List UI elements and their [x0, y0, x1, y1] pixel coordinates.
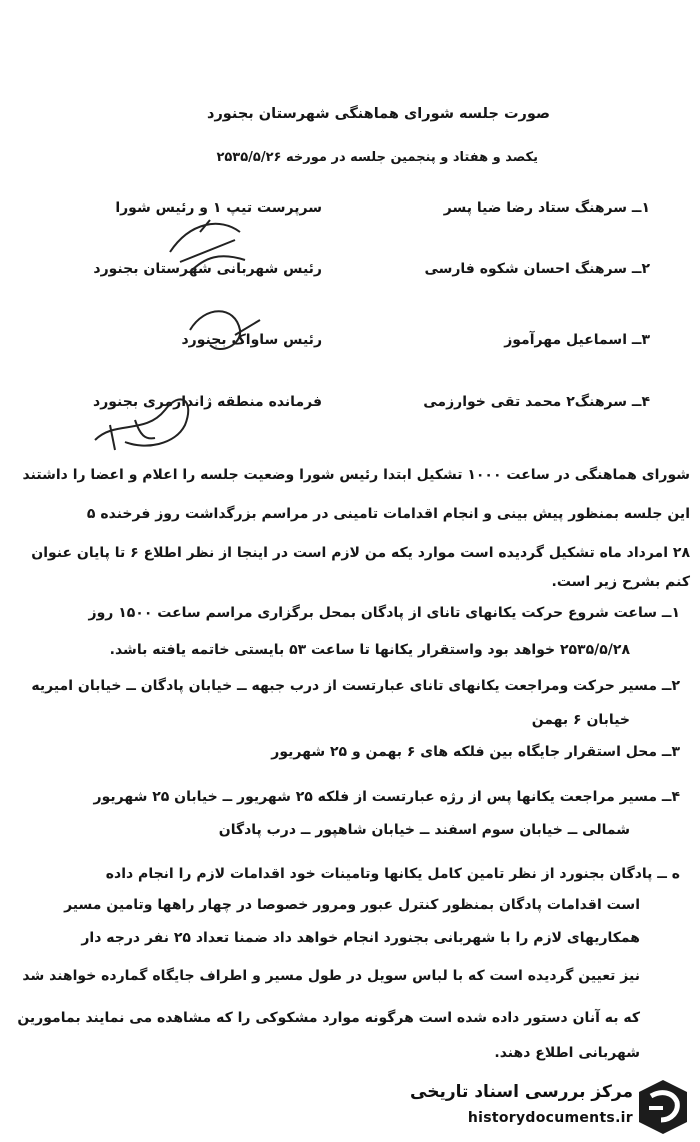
body-line-4: کنم بشرح زیر است. [551, 574, 690, 590]
item-line-2: ۲۵۳۵/۵/۲۸ خواهد بود واستقرار یکانها تا ساعت ۵۳ بایستی خاتمه یافته باشد. [109, 642, 630, 658]
watermark-url: historydocuments.ir [467, 1110, 633, 1126]
item-line-4: خیابان ۶ بهمن [531, 712, 630, 728]
document-title: صورت جلسه شورای هماهنگی شهرستان بجنورد [207, 106, 550, 122]
item-line-6: ۴ــ مسیر مراجعت یکانها پس از رژه عبارتست از فلکه ۲۵ شهریور ــ خیابان ۲۵ شهریور [93, 789, 680, 805]
closing-line-2: است اقدامات پادگان بمنظور کنترل عبور ومرور خصوصا در چهار راهها وتامین مسیر [64, 897, 640, 913]
signature-scribble-1 [150, 212, 260, 282]
member-name-4: ۴ــ سرهنگ۲ محمد تقی خوارزمی [423, 394, 650, 410]
signature-scribble-2 [180, 300, 270, 360]
closing-line-4: نیز تعیین گردیده است که با لباس سویل در طول مسیر و اطراف جایگاه گمارده خواهند شد [22, 968, 640, 984]
member-name-1: ۱ــ سرهنگ ستاد رضا ضیا پسر [443, 200, 650, 216]
item-line-3: ۲ــ مسیر حرکت ومراجعت یکانهای تانای عبارتست از درب جبهه ــ خیابان پادگان ــ خیابان امیریه [31, 678, 680, 694]
closing-line-6: شهربانی اطلاع دهند. [494, 1045, 640, 1061]
closing-line-1: ه ــ پادگان بجنورد از نظر تامین کامل یکانها وتامینات خود اقدامات لازم را انجام داده [105, 866, 680, 882]
session-line: یکصد و هفتاد و پنجمین جلسه در مورخه ۲۵۳۵/۵/۲۶ [216, 150, 538, 165]
body-line-1: شورای هماهنگی در ساعت ۱۰۰۰ تشکیل ابتدا رئیس شورا وضعیت جلسه را اعلام و اعضا را داشتند [22, 467, 690, 483]
member-role-4: فرمانده منطقه ژاندارمری بجنورد [93, 394, 322, 410]
signature-scribble-3 [85, 380, 205, 460]
member-role-3: رئیس ساواک بجنورد [181, 332, 322, 348]
item-line-5: ۳ــ محل استقرار جایگاه بین فلکه های ۶ بهمن و ۲۵ شهریور [271, 744, 680, 760]
member-name-3: ۳ــ اسماعیل مهرآموز [504, 332, 650, 348]
item-line-7: شمالی ــ خیابان سوم اسفند ــ خیابان شاهپور ــ درب پادگان [218, 822, 630, 838]
body-line-3: ۲۸ امرداد ماه تشکیل گردیده است موارد یکه من لازم است در اینجا از نظر اطلاع ۶ تا پایان عنوان [31, 545, 690, 561]
member-role-2: رئیس شهربانی شهرستان بجنورد [93, 261, 322, 277]
member-role-1: سرپرست تیپ ۱ و رئیس شورا [115, 200, 322, 216]
watermark-title: مرکز بررسی اسناد تاریخی [410, 1082, 633, 1102]
closing-line-5: که به آنان دستور داده شده است هرگونه موارد مشکوکی را که مشاهده می نمایند بمامورین [17, 1010, 640, 1026]
body-line-2: این جلسه بمنظور پیش بینی و انجام اقدامات تامینی در مراسم بزرگداشت روز فرخنده ۵ [86, 506, 690, 522]
archive-logo-icon [635, 1078, 691, 1136]
closing-line-3: همکاریهای لازم را با شهربانی بجنورد انجام خواهد داد ضمنا تعداد ۲۵ نفر درجه دار [81, 930, 640, 946]
item-line-1: ۱ــ ساعت شروع حرکت یکانهای تانای از پادگان بمحل برگزاری مراسم ساعت ۱۵۰۰ روز [88, 605, 680, 621]
watermark [410, 1076, 695, 1140]
member-name-2: ۲ــ سرهنگ احسان شکوه فارسی [424, 261, 650, 277]
